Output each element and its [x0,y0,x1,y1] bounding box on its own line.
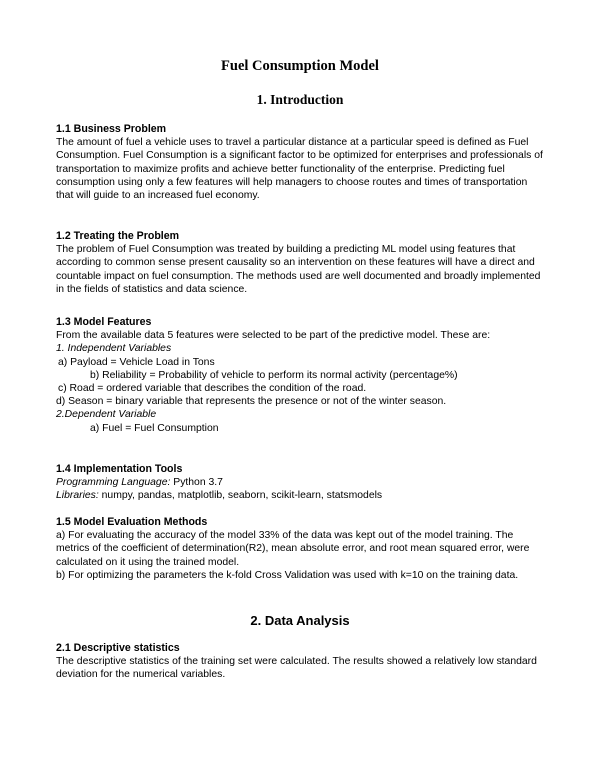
model-features-intro-text: From the available data 5 features were selected to be part of the predictive model. These are: [56,330,491,342]
section-descriptive-statistics [56,642,546,682]
section-model-features [56,316,546,435]
feature-item-fuel: a) Fuel = Fuel Consumption [90,422,219,434]
libraries-value: numpy, pandas, matplotlib, seaborn, scikit-learn, statsmodels [98,490,383,502]
section-heading-introduction: 1. Introduction [256,92,344,107]
subsection-heading-implementation-tools: 1.4 Implementation Tools [56,463,183,475]
model-evaluation-text-a: a) For evaluating the accuracy of the model 33% of the data was kept out of the model training. The metrics of the coefficient of determination(R2), mean absolute error, and root mean squared error, were calculated on it using the trained model. [56,530,530,568]
libraries-label: Libraries: [56,490,99,502]
programming-language-line [56,476,546,489]
document-title: Fuel Consumption Model [221,58,379,74]
programming-language-value: Python 3.7 [170,477,223,489]
dependent-variable-label: 2.Dependent Variable [56,409,157,421]
feature-item-road: c) Road = ordered variable that describes the condition of the road. [58,383,367,395]
section-implementation-tools [56,463,546,503]
feature-item-reliability: b) Reliability = Probability of vehicle to perform its normal activity (percentage%) [90,369,458,381]
libraries-line [56,489,546,502]
independent-variables-label: 1. Independent Variables [56,343,172,355]
section-heading-data-analysis: 2. Data Analysis [250,613,350,628]
descriptive-statistics-text: The descriptive statistics of the training set were calculated. The results showed a relatively low standard deviation for the numerical variables. [56,656,537,681]
subsection-heading-descriptive-statistics: 2.1 Descriptive statistics [56,642,180,654]
feature-item-payload: a) Payload = Vehicle Load in Tons [58,356,215,368]
subsection-heading-model-evaluation: 1.5 Model Evaluation Methods [56,516,208,528]
subsection-heading-business-problem: 1.1 Business Problem [56,123,167,135]
feature-item-season: d) Season = binary variable that represents the presence or not of the winter season. [56,396,447,408]
section-model-evaluation [56,516,546,582]
subsection-heading-model-features: 1.3 Model Features [56,316,152,328]
programming-language-label: Programming Language: [56,477,171,489]
section-treating-problem [56,230,546,296]
treating-problem-text: The problem of Fuel Consumption was treated by building a predicting ML model using features that according to common sense present causality so an intervention on these features will have a direct and countable impact on fuel consumption. The methods used are well documented and broadly implemented in the fields of statistics and data science. [56,244,541,295]
business-problem-text: The amount of fuel a vehicle uses to travel a particular distance at a particular speed is defined as Fuel Consumption. Fuel Consumption is a significant factor to be optimized for enterprises and professionals of transportation to maximize profits and achieve better functionality of the enterprise. Predicting fuel consumption using only a few features will help managers to choose routes and times of transportation that will guide to an increased fuel economy. [56,137,543,202]
subsection-heading-treating-problem: 1.2 Treating the Problem [56,230,180,242]
section-business-problem [56,123,546,202]
model-evaluation-text-b: b) For optimizing the parameters the k-fold Cross Validation was used with k=10 on the training data. [56,569,519,581]
